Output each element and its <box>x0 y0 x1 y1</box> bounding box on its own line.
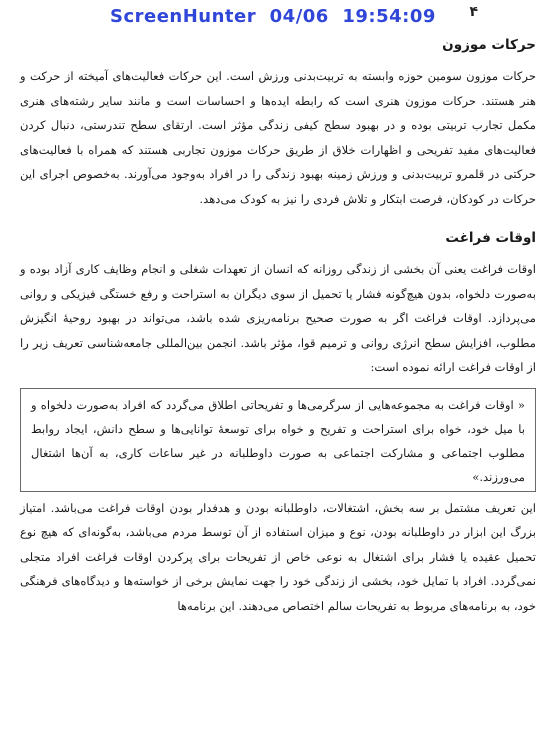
paragraph-rhythmic-movements: حرکات موزون سومین حوزه وابسته به تربیت‌بدنی ورزش است. این حرکات فعالیت‌های آمیخته از حرکت و هنر هستند. حرکات موزون هنری است که رابطه ایده‌ها و احساسات است و مانند سایر رشته‌های هنری مکمل تجارب تربیتی بوده و در بهبود سطح کیفی زندگی مؤثر است. ارتقای سطح تندرستی، دنبال کردن فعالیت‌های مفید تفریحی و اظهارات خلاق از طریق حرکات موزون تجاربی هستند که همراه با فعالیت‌های حرکتی در قلمرو تربیت‌بدنی و ورزش زمینه بهبود زندگی را در افراد به‌وجود می‌آورند. به‌خصوص اجرای این حرکات در کودکان، فرصت ابتکار و تلاش فردی را نیز به کودک می‌دهد. <box>20 69 536 206</box>
screenhunter-watermark: ScreenHunter 04/06 19:54:09 <box>110 6 436 27</box>
paragraph-leisure-definition: اوقات فراغت یعنی آن بخشی از زندگی روزانه که انسان از تعهدات شغلی و انجام وظایف کاری آزاد بوده و به‌صورت دلخواه، بدون هیچ‌گونه فشار یا تحمیل از سوی دیگران به استراحت و رفع خستگی فیزیکی و روانی می‌پردازد. اوقات فراغت اگر به صورت صحیح برنامه‌ریزی شده باشد، می‌تواند در بهبود روحیهٔ انگیزش مطلوب، افزایش سطح انرژی روانی و ترمیم قوا، مؤثر باشد. انجمن بین‌المللی جامعه‌شناسی تعریف زیر را از اوقات فراغت ارائه نموده است: <box>20 262 536 374</box>
paragraph-leisure-components: این تعریف مشتمل بر سه بخش، اشتغالات، داوطلبانه بودن و هدفدار بودن اوقات فراغت می‌باشد. امتیاز بزرگ این ابزار در داوطلبانه بودن، نوع و میزان استفاده از آن توسط مردم می‌باشد، به‌گونه‌ای که هیچ نوع تحمیل عقیده یا فشار برای اشتغال به نوعی خاص از تفریحات برای پرکردن اوقات فراغت افراد متجلی نمی‌گردد. افراد با تمایل خود، بخشی از زندگی خود را جهت نمایش برخی از خواسته‌ها و دیدگاه‌های فرهنگی خود، به برنامه‌های مربوط به تفریحات سالم اختصاص می‌دهند. این برنامه‌ها <box>20 500 536 613</box>
quote-text: « اوقات فراغت به مجموعه‌هایی از سرگرمی‌ها و تفریحاتی اطلاق می‌گردد که افراد به‌صورت دلخواه و با میل خود، خواه برای استراحت و تفریح و خواه برای توسعهٔ توانایی‌ها و سطح دانش، ایجاد روابط مطلوب اجتماعی و مشارکت اجتماعی به صورت داوطلبانه در غیر ساعات کاری، به آن‌ها اشتغال می‌ورزند.» <box>31 397 525 484</box>
section-rhythmic-movements <box>20 36 536 211</box>
section-heading-rhythmic-movements: حرکات موزون <box>442 37 536 53</box>
section-spacer <box>20 211 536 229</box>
quote-box <box>20 388 536 492</box>
section-leisure-time <box>20 229 536 618</box>
page-number: ۴ <box>469 4 478 20</box>
document-page <box>20 36 536 618</box>
section-heading-leisure-time: اوقات فراغت <box>445 230 536 246</box>
